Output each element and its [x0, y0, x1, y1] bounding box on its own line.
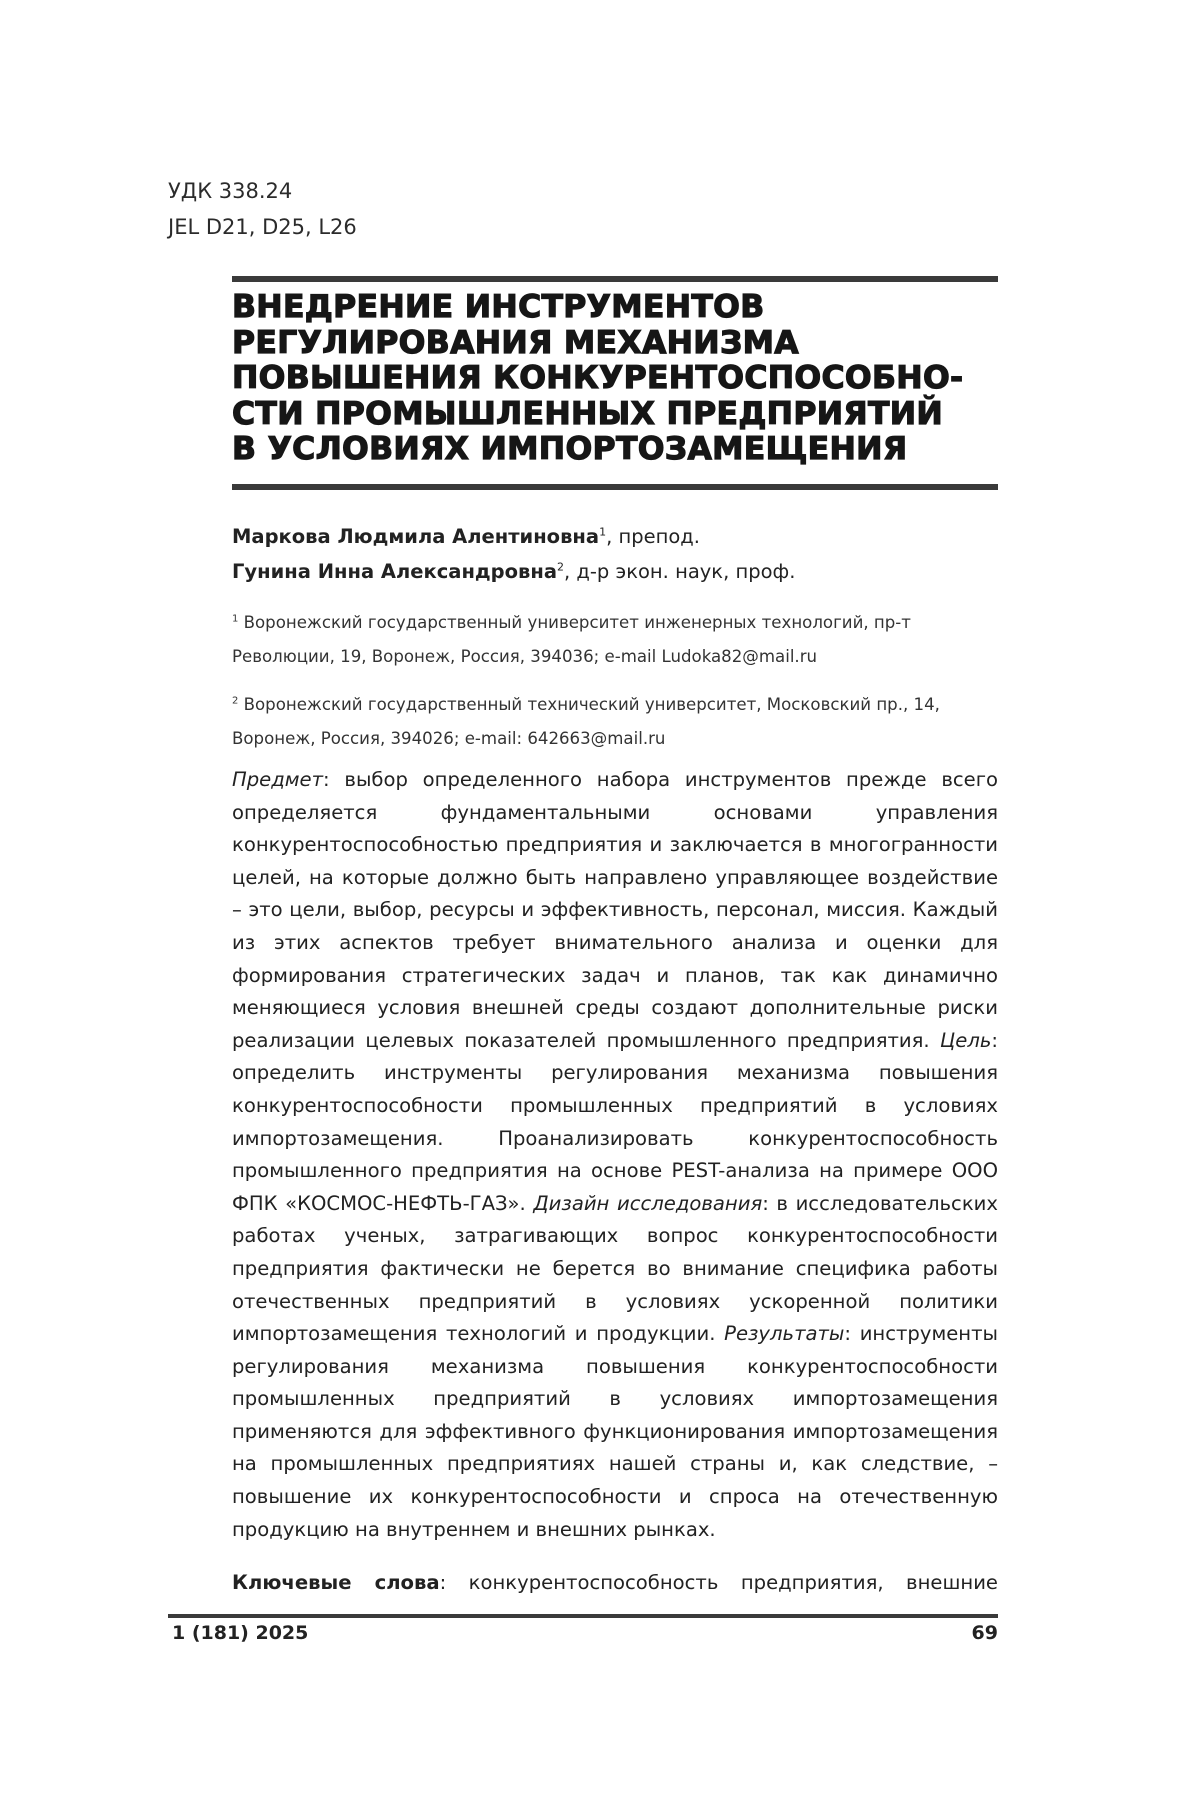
author-2	[232, 560, 795, 584]
affiliation-text: Воронежский государственный университет инженерных технологий, пр-т Революции, 19, Воронеж, Россия, 394036; e-mail Ludoka82@mail.ru	[232, 613, 911, 666]
abstract-goal-text: : определить инструменты регулирования механизма повышения конкурентоспособности промышленных предприятий в условиях импортозамещения. Проанализировать конкурентоспособность промышленного предприятия на основе PEST-анализа на примере ООО ФПК «КОСМОС-НЕФТЬ-ГАЗ».	[232, 1029, 998, 1215]
affiliation-1	[232, 606, 998, 674]
page-number: 69	[960, 1622, 998, 1644]
title-line: ПОВЫШЕНИЯ КОНКУРЕНТОСПОСОБНО-	[232, 361, 1002, 397]
keywords	[232, 1567, 998, 1599]
title-line: В УСЛОВИЯХ ИМПОРТОЗАМЕЩЕНИЯ	[232, 432, 1002, 468]
footer-rule	[168, 1614, 998, 1618]
title-bottom-rule	[232, 484, 998, 490]
abstract-results-text: : инструменты регулирования механизма повышения конкурентоспособности промышленных предприятий в условиях импортозамещения применяются для эффективного функционирования импортозамещения на промышленных предприятиях нашей страны и, как следствие, – повышение их конкурентоспособности и спроса на отечественную продукцию на внутреннем и внешних рынках.	[232, 1322, 998, 1541]
abstract-design-label: Дизайн исследования	[533, 1192, 762, 1215]
title-line: ВНЕДРЕНИЕ ИНСТРУМЕНТОВ	[232, 290, 1002, 326]
article-title	[232, 290, 1002, 468]
author-sup: 2	[557, 561, 564, 574]
title-line: СТИ ПРОМЫШЛЕННЫХ ПРЕДПРИЯТИЙ	[232, 397, 1002, 433]
issue-number: 1 (181) 2025	[172, 1622, 308, 1644]
keywords-label: Ключевые слова	[232, 1571, 440, 1594]
author-1	[232, 525, 700, 549]
abstract-results-label: Результаты	[724, 1322, 844, 1345]
keywords-text: : конкурентоспособность предприятия, внешние	[440, 1571, 998, 1594]
udk-code: УДК 338.24	[168, 178, 292, 204]
affiliation-sup: 1	[232, 613, 238, 624]
affiliation-sup: 2	[232, 695, 238, 706]
title-top-rule	[232, 276, 998, 282]
author-name: Гунина Инна Александровна	[232, 560, 557, 583]
affiliation-2	[232, 688, 998, 756]
affiliation-text: Воронежский государственный технический университет, Московский пр., 14, Воронеж, Россия, 394026; e-mail: 642663@mail.ru	[232, 695, 940, 748]
author-role: , препод.	[606, 525, 700, 548]
title-line: РЕГУЛИРОВАНИЯ МЕХАНИЗМА	[232, 326, 1002, 362]
abstract	[232, 764, 998, 1546]
jel-code: JEL D21, D25, L26	[168, 214, 357, 240]
author-sup: 1	[599, 526, 606, 539]
abstract-design-text: : в исследовательских работах ученых, затрагивающих вопрос конкурентоспособности предприятия фактически не берется во внимание специфика работы отечественных предприятий в условиях ускоренной политики импортозамещения технологий и продукции.	[232, 1192, 998, 1345]
abstract-subject-label: Предмет	[232, 768, 323, 791]
author-role: , д-р экон. наук, проф.	[564, 560, 795, 583]
author-name: Маркова Людмила Алентиновна	[232, 525, 599, 548]
abstract-subject-text: : выбор определенного набора инструментов прежде всего определяется фундаментальными основами управления конкурентоспособностью предприятия и заключается в многогранности целей, на которые должно быть направлено управляющее воздействие – это цели, выбор, ресурсы и эффективность, персонал, миссия. Каждый из этих аспектов требует внимательного анализа и оценки для формирования стратегических задач и планов, так как динамично меняющиеся условия внешней среды создают дополнительные риски реализации целевых показателей промышленного предприятия.	[232, 768, 998, 1052]
abstract-goal-label: Цель	[940, 1029, 991, 1052]
